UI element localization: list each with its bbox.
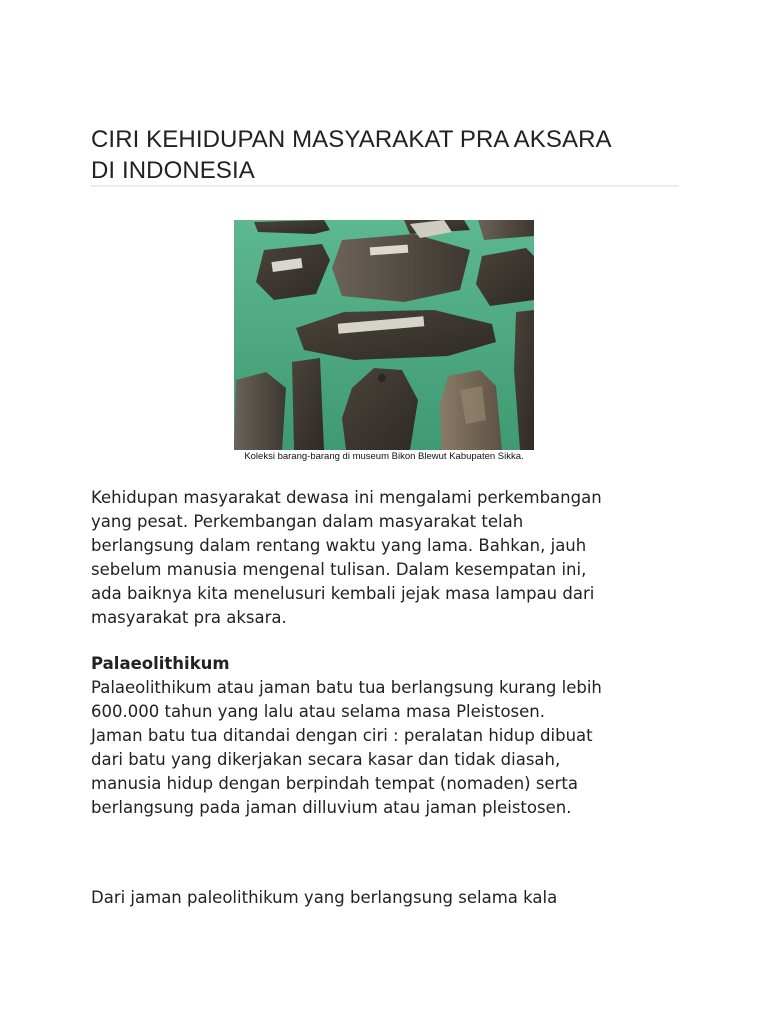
stone-tool (332, 234, 470, 302)
text-line: masyarakat pra aksara. (91, 608, 287, 627)
text-line: Dari jaman paleolithikum yang berlangsung selama kala (91, 888, 558, 907)
text-line: yang pesat. Perkembangan dalam masyarakat telah (91, 512, 524, 531)
text-line: dari batu yang dikerjakan secara kasar dan tidak diasah, (91, 750, 561, 769)
intro-paragraph (91, 486, 691, 630)
text-line: sebelum manusia mengenal tulisan. Dalam kesempatan ini, (91, 560, 587, 579)
museum-figure (234, 220, 534, 464)
text-line: Kehidupan masyarakat dewasa ini mengalami perkembangan (91, 488, 602, 507)
article-title-line: DI INDONESIA (91, 157, 255, 184)
text-line: ada baiknya kita menelusuri kembali jejak masa lampau dari (91, 584, 595, 603)
title-divider (91, 185, 679, 187)
text-line: berlangsung pada jaman dilluvium atau jaman pleistosen. (91, 798, 572, 817)
text-line: berlangsung dalam rentang waktu yang lama. Bahkan, jauh (91, 536, 587, 555)
section-heading: Palaeolithikum (91, 654, 230, 673)
stone-tool (234, 372, 286, 450)
stone-hole (378, 374, 386, 382)
article-title-line: CIRI KEHIDUPAN MASYARAKAT PRA AKSARA (91, 126, 612, 153)
closing-paragraph (91, 886, 691, 910)
text-line: manusia hidup dengan berpindah tempat (nomaden) serta (91, 774, 578, 793)
stone-tools-illustration (234, 220, 534, 450)
text-line: 600.000 tahun yang lalu atau selama masa Pleistosen. (91, 702, 545, 721)
stone-tool (254, 220, 330, 234)
museum-stone-tools-photo (234, 220, 534, 450)
text-line: Jaman batu tua ditandai dengan ciri : peralatan hidup dibuat (91, 726, 593, 745)
text-line: Palaeolithikum atau jaman batu tua berlangsung kurang lebih (91, 678, 602, 697)
article-title (91, 124, 681, 186)
stone-tool (292, 358, 324, 450)
figure-caption: Koleksi barang-barang di museum Bikon Blewut Kabupaten Sikka. (234, 450, 534, 464)
stone-tool (476, 248, 534, 306)
section-paragraph (91, 676, 691, 820)
